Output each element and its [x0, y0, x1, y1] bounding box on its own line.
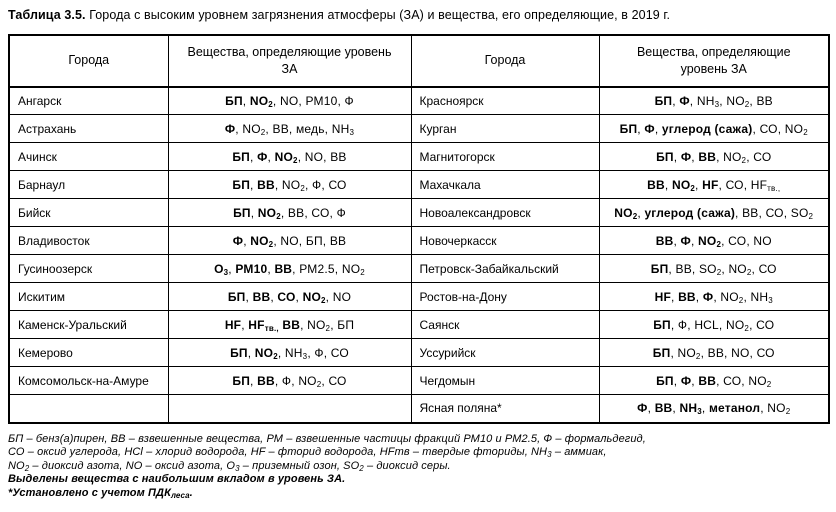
city-cell-left: Владивосток [9, 227, 168, 255]
table-row [9, 171, 829, 199]
table-header [9, 35, 829, 87]
substances-cell-right: ВВ, $NO_2$, HF, СО, $HF_{тв.,}$ [599, 171, 829, 199]
substances-cell-right: БП, $NO_2$, ВВ, NO, СО [599, 339, 829, 367]
city-cell-left: Гусиноозерск [9, 255, 168, 283]
substances-cell-left: Ф, $NO_2$, ВВ, медь, $NH_3$ [168, 115, 411, 143]
city-cell-right: Курган [411, 115, 599, 143]
footnote-line: Выделены вещества с наибольшим вкладом в уровень ЗА. [8, 473, 346, 486]
table-row [9, 339, 829, 367]
substances-cell-right: БП, Ф, ВВ, $NO_2$, СО [599, 143, 829, 171]
footnote-line: БП – бенз(а)пирен, ВВ – взвешенные вещества, РМ – взвешенные частицы фракций РМ10 и РМ2.5, Ф – формальдегид, [8, 432, 646, 445]
table-number: Таблица 3.5. [8, 8, 86, 22]
city-cell-right: Ясная поляна* [411, 395, 599, 423]
table-row [9, 227, 829, 255]
substances-cell-right: HF, ВВ, Ф, $NO_2$, $NH_3$ [599, 283, 829, 311]
city-cell-left: Кемерово [9, 339, 168, 367]
pollution-table [8, 34, 830, 424]
table-row [9, 367, 829, 395]
substances-cell-right: $NO_2$, углерод (сажа), ВВ, СО, $SO_2$ [599, 199, 829, 227]
table-row [9, 143, 829, 171]
substances-cell-left: HF, $HF_{тв.,}$ ВВ, $NO_2$, БП [168, 311, 411, 339]
footnote-line: *Установлено с учетом $ПДК_{леса}$. [8, 486, 193, 500]
footnote-line: СО – оксид углерода, HCl – хлорид водорода, HF – фторид водорода, HFтв – твердые фториды, $NH_3$ – аммиак, [8, 446, 607, 460]
table-caption: Города с высоким уровнем загрязнения атмосферы (ЗА) и вещества, его определяющие, в 2019 г. [85, 8, 671, 22]
header-substances-left: Вещества, определяющие уровень ЗА [168, 35, 411, 87]
table-row [9, 395, 829, 423]
substances-cell-left: $О_3$, РМ10, ВВ, РМ2.5, $NO_2$ [168, 255, 411, 283]
city-cell-right: Магнитогорск [411, 143, 599, 171]
substances-cell-left [168, 395, 411, 423]
city-cell-left [9, 395, 168, 423]
substances-cell-right: ВВ, Ф, $NO_2$, СО, NO [599, 227, 829, 255]
footnote-line: $NO_2$ – диоксид азота, NO – оксид азота, $О_3$ – приземный озон, $SO_2$ – диоксид серы. [8, 459, 451, 473]
city-cell-right: Уссурийск [411, 339, 599, 367]
substances-cell-right: БП, ВВ, $SO_2$, $NO_2$, СО [599, 255, 829, 283]
substances-cell-left: БП, ВВ, СО, $NO_2$, NO [168, 283, 411, 311]
table-title [8, 8, 828, 24]
table-row [9, 199, 829, 227]
substances-cell-right: БП, Ф, HCL, $NO_2$, СО [599, 311, 829, 339]
table-row [9, 115, 829, 143]
city-cell-left: Барнаул [9, 171, 168, 199]
table-row [9, 255, 829, 283]
city-cell-left: Ангарск [9, 87, 168, 115]
substances-cell-left: БП, ВВ, $NO_2$, Ф, СО [168, 171, 411, 199]
substances-cell-left: БП, $NO_2$, ВВ, СО, Ф [168, 199, 411, 227]
header-cities-right: Города [411, 35, 599, 87]
substances-cell-left: БП, Ф, $NO_2$, NO, ВВ [168, 143, 411, 171]
city-cell-left: Ачинск [9, 143, 168, 171]
substances-cell-left: БП, $NO_2$, $NH_3$, Ф, СО [168, 339, 411, 367]
city-cell-right: Махачкала [411, 171, 599, 199]
substances-cell-right: БП, Ф, $NH_3$, $NO_2$, ВВ [599, 87, 829, 115]
substances-cell-left: БП, ВВ, Ф, $NO_2$, СО [168, 367, 411, 395]
city-cell-left: Комсомольск-на-Амуре [9, 367, 168, 395]
substances-cell-right: БП, Ф, ВВ, СО, $NO_2$ [599, 367, 829, 395]
city-cell-left: Каменск-Уральский [9, 311, 168, 339]
city-cell-right: Ростов-на-Дону [411, 283, 599, 311]
table-body [9, 87, 829, 423]
city-cell-right: Новоалександровск [411, 199, 599, 227]
table-row [9, 87, 829, 115]
header-cities-left: Города [9, 35, 168, 87]
city-cell-right: Саянск [411, 311, 599, 339]
header-substances-right: Вещества, определяющие уровень ЗА [599, 35, 829, 87]
city-cell-left: Искитим [9, 283, 168, 311]
footnotes [8, 433, 828, 501]
substances-cell-right: БП, Ф, углерод (сажа), СО, $NO_2$ [599, 115, 829, 143]
substances-cell-left: БП, $NO_2$, NO, РМ10, Ф [168, 87, 411, 115]
table-row [9, 311, 829, 339]
substances-cell-left: Ф, $NO_2$, NO, БП, ВВ [168, 227, 411, 255]
city-cell-right: Петровск-Забайкальский [411, 255, 599, 283]
table-row [9, 283, 829, 311]
city-cell-right: Новочеркасск [411, 227, 599, 255]
city-cell-right: Красноярск [411, 87, 599, 115]
city-cell-right: Чегдомын [411, 367, 599, 395]
city-cell-left: Астрахань [9, 115, 168, 143]
city-cell-left: Бийск [9, 199, 168, 227]
header-row [9, 35, 829, 87]
substances-cell-right: Ф, ВВ, $NH_3$, метанол, $NO_2$ [599, 395, 829, 423]
